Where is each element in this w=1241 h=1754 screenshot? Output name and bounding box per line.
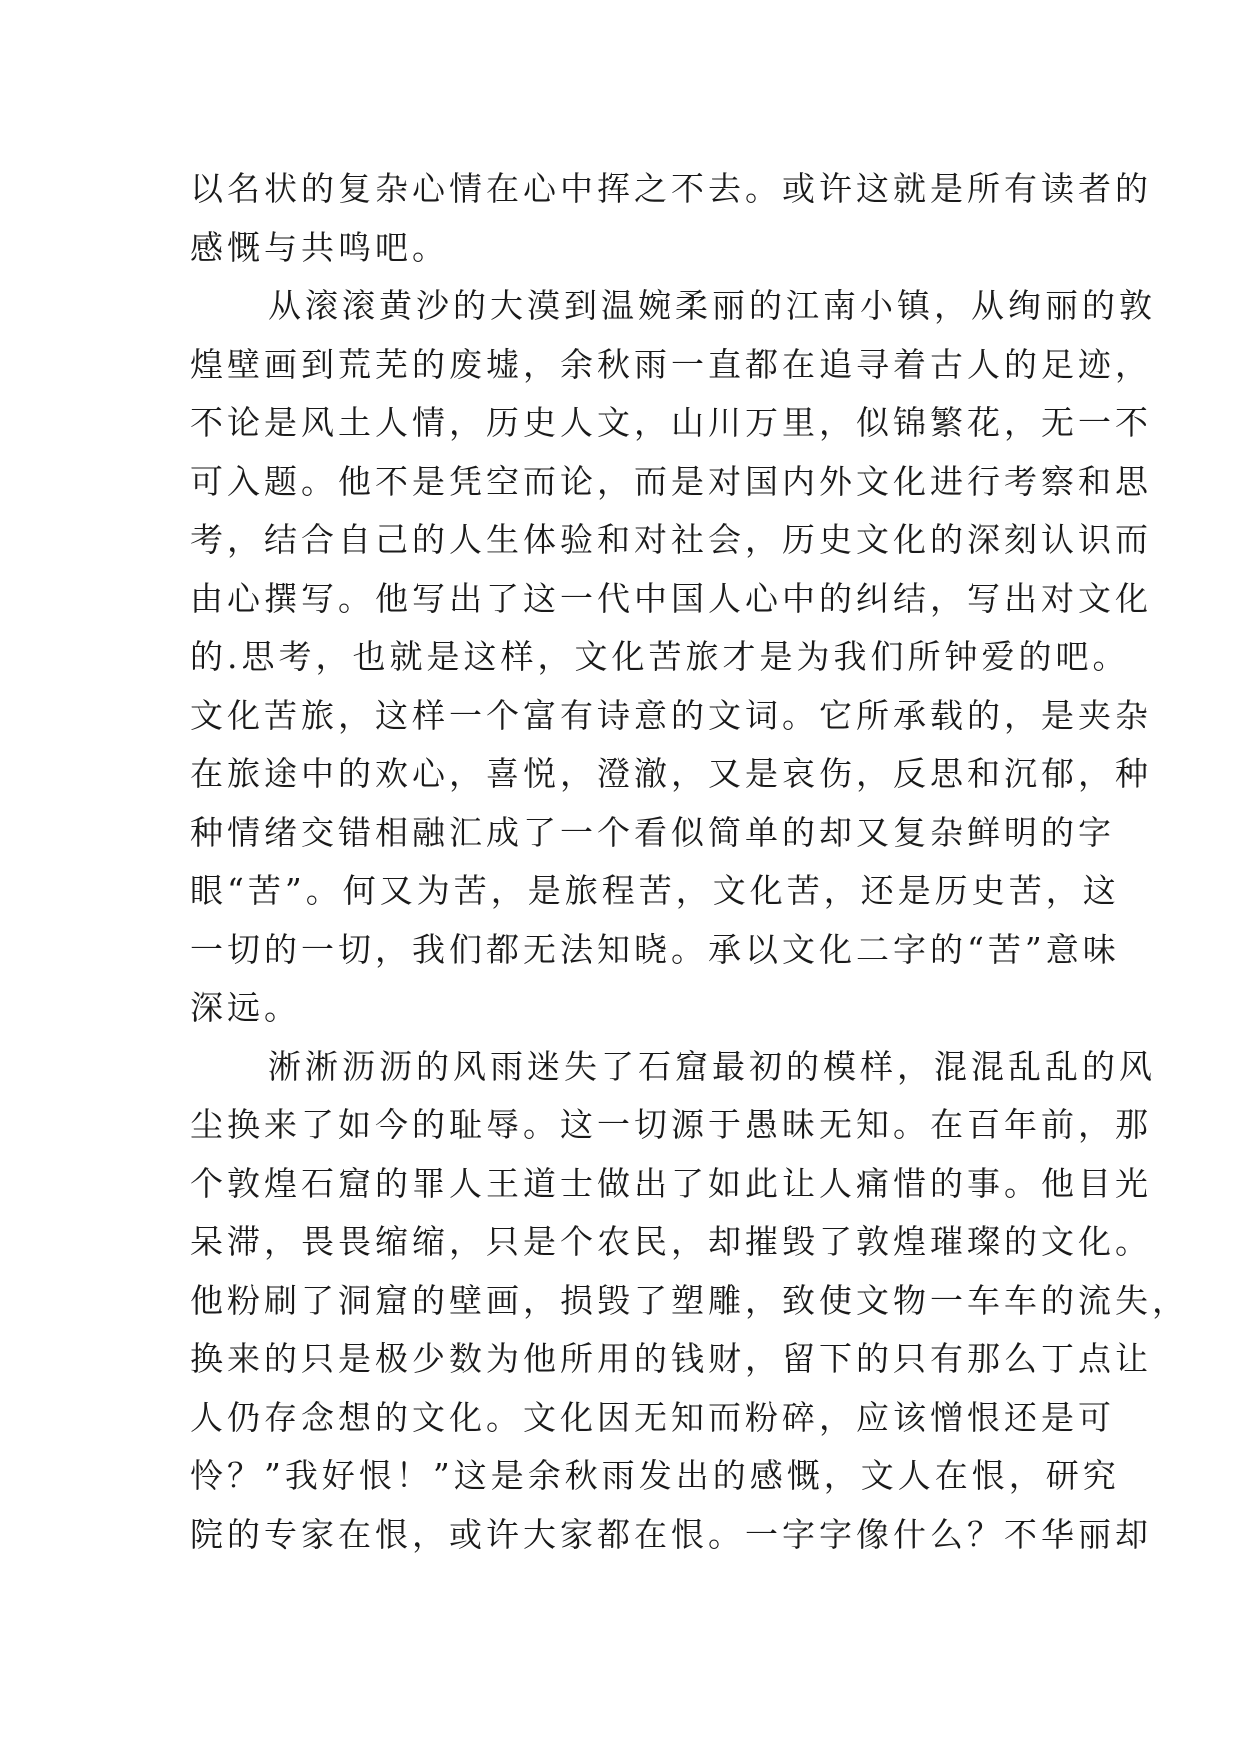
text-line: 眼“苦”。何又为苦，是旅程苦，文化苦，还是历史苦，这 xyxy=(190,871,1120,910)
body-text xyxy=(190,160,1189,1564)
text-line: 换来的只是极少数为他所用的钱财，留下的只有那么丁点让 xyxy=(190,1339,1152,1378)
text-line: 感慨与共鸣吧。 xyxy=(190,227,449,267)
text-line: 尘换来了如今的耻辱。这一切源于愚昧无知。在百年前，那 xyxy=(190,1105,1152,1144)
paragraph-start-line: 从滚滚黄沙的大漠到温婉柔丽的江南小镇，从绚丽的敦 xyxy=(268,286,1156,325)
text-line: 种情绪交错相融汇成了一个看似简单的却又复杂鲜明的字 xyxy=(190,812,1115,852)
text-line: 院的专家在恨，或许大家都在恨。一字字像什么？不华丽却 xyxy=(190,1514,1152,1554)
text-line: 以名状的复杂心情在心中挥之不去。或许这就是所有读者的 xyxy=(190,169,1152,208)
text-line: 一切的一切，我们都无法知晓。承以文化二字的“苦”意味 xyxy=(190,929,1120,969)
text-line: 在旅途中的欢心，喜悦，澄澈，又是哀伤，反思和沉郁，种 xyxy=(190,754,1152,793)
text-line: 怜？”我好恨！”这是余秋雨发出的感慨，文人在恨，研究 xyxy=(190,1456,1120,1495)
text-line: 文化苦旅，这样一个富有诗意的文词。它所承载的，是夹杂 xyxy=(190,695,1152,735)
text-line: 不论是风土人情，历史人文，山川万里，似锦繁花，无一不 xyxy=(190,403,1152,442)
text-line: 由心撰写。他写出了这一代中国人心中的纠结，写出对文化 xyxy=(190,578,1152,618)
text-line: 他粉刷了洞窟的壁画，损毁了塑雕，致使文物一车车的流失， xyxy=(190,1280,1189,1320)
text-line: 深远。 xyxy=(190,988,301,1027)
text-line: 个敦煌石窟的罪人王道士做出了如此让人痛惜的事。他目光 xyxy=(190,1163,1152,1203)
text-line: 煌壁画到荒芜的废墟，余秋雨一直都在追寻着古人的足迹， xyxy=(190,344,1152,384)
text-line: 的.思考，也就是这样，文化苦旅才是为我们所钟爱的吧。 xyxy=(190,637,1130,676)
text-line: 呆滞，畏畏缩缩，只是个农民，却摧毁了敦煌璀璨的文化。 xyxy=(190,1222,1152,1261)
text-line: 考，结合自己的人生体验和对社会，历史文化的深刻认识而 xyxy=(190,520,1152,559)
text-line: 可入题。他不是凭空而论，而是对国内外文化进行考察和思 xyxy=(190,461,1152,501)
paragraph-start-line: 淅淅沥沥的风雨迷失了石窟最初的模样，混混乱乱的风 xyxy=(268,1046,1156,1086)
text-line: 人仍存念想的文化。文化因无知而粉碎，应该憎恨还是可 xyxy=(190,1397,1115,1437)
